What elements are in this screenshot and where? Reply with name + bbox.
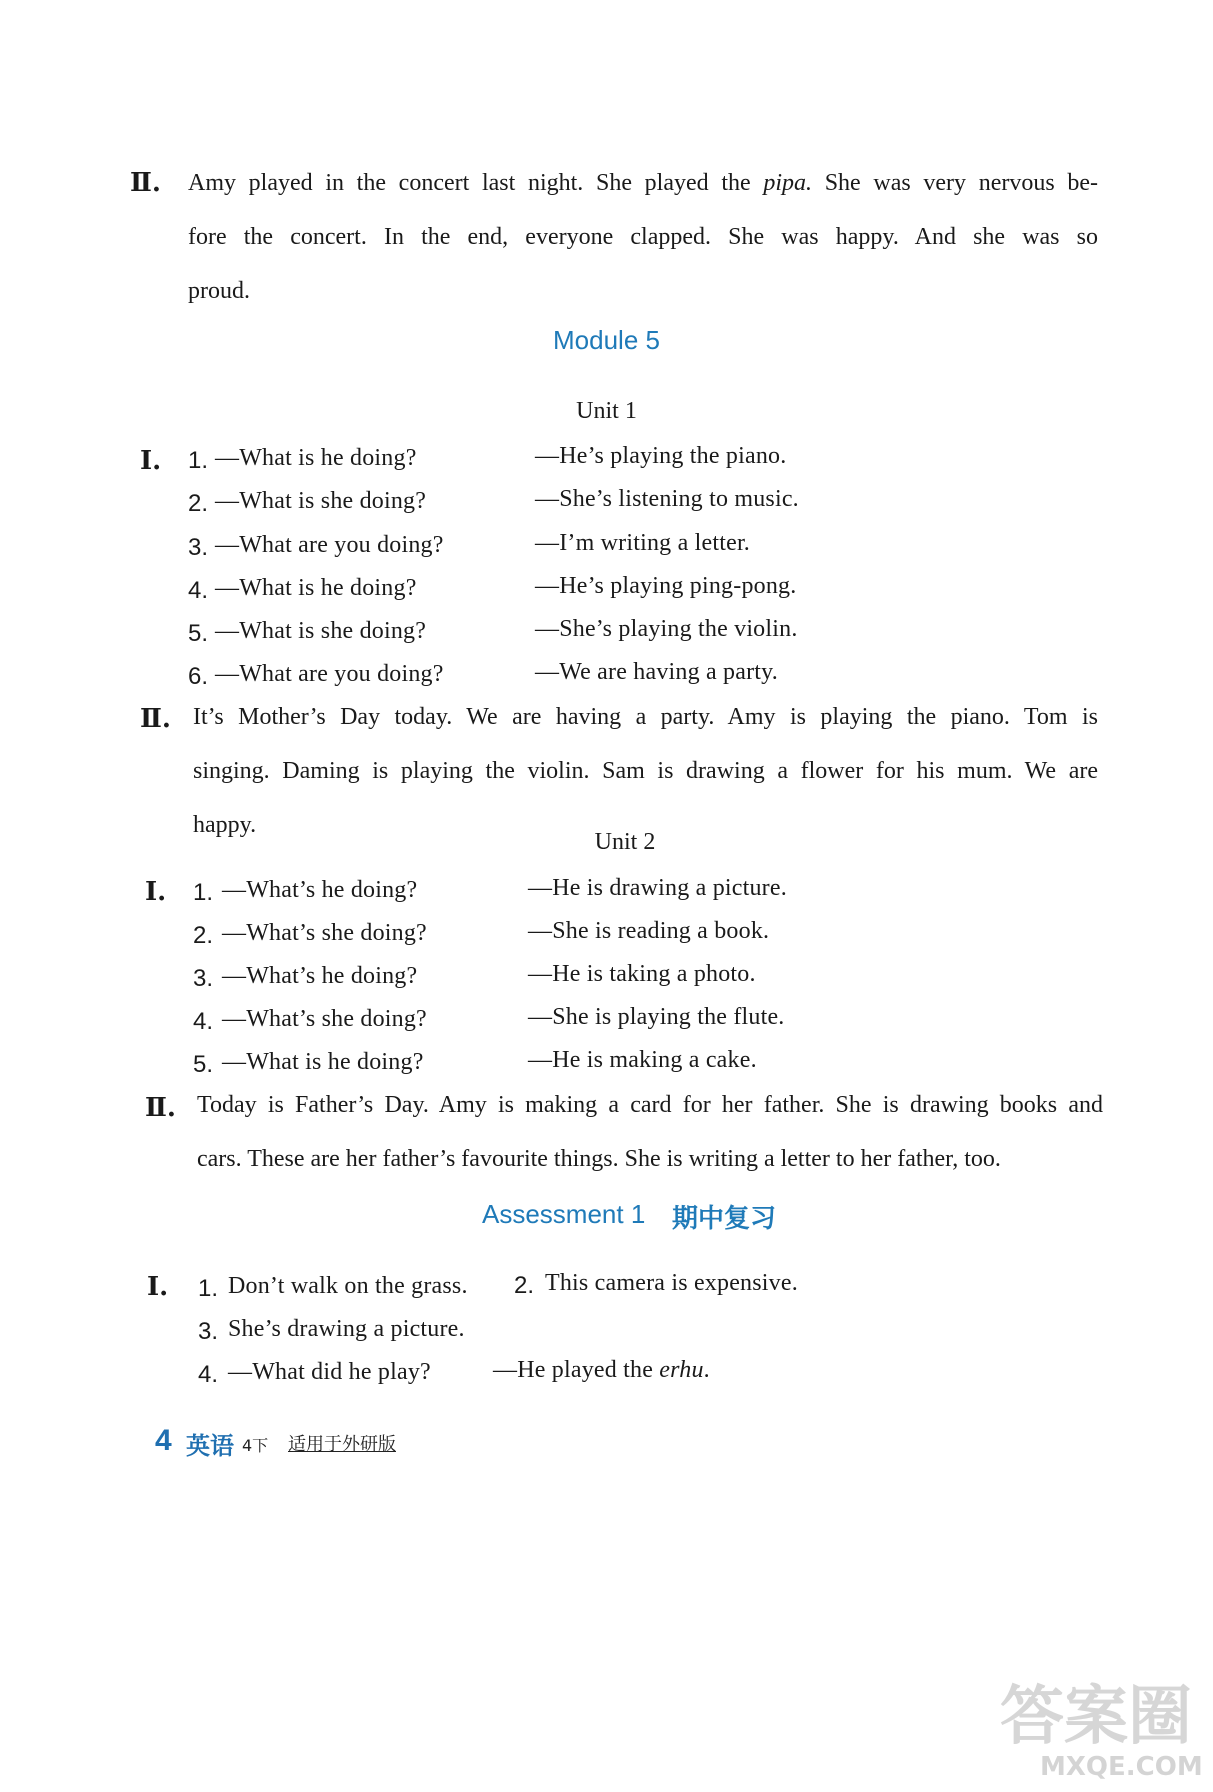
paragraph-line: proud. [188, 278, 250, 304]
item-number: 3. [188, 534, 209, 561]
answer-text: —He is taking a photo. [528, 961, 756, 987]
question-text: —What are you doing? [215, 661, 444, 687]
watermark-logo: 答案圈 [1000, 1680, 1192, 1754]
paragraph-concert [188, 156, 1098, 318]
section-roman-i: Ⅰ. [145, 877, 167, 907]
item-number: 3. [198, 1318, 219, 1345]
answer-text: —I’m writing a letter. [535, 530, 751, 556]
answer-text: —He’s playing the piano. [535, 443, 787, 469]
item-number: 2. [188, 490, 209, 517]
footer-edition: 适用于外研版 [288, 1434, 396, 1455]
item-number: 4. [198, 1361, 219, 1388]
answer-text: —He is making a cake. [528, 1047, 757, 1073]
paragraph-line: happy. [193, 812, 257, 838]
module-title: Module 5 [553, 325, 660, 355]
question-text: —What is he doing? [215, 445, 417, 471]
question-text: —What’s she doing? [222, 920, 427, 946]
answer-text: She’s drawing a picture. [228, 1316, 465, 1342]
answer-text: —He’s playing ping-pong. [535, 573, 797, 599]
paragraph-line: singing. Daming is playing the violin. Sam is drawing a flower for his mum. We are [193, 758, 1098, 784]
footer-grade: 4下 [242, 1436, 269, 1455]
item-number: 3. [193, 965, 214, 992]
assessment-title-cn: 期中复习 [672, 1204, 777, 1234]
item-number: 1. [188, 447, 209, 474]
answer-text: —She is reading a book. [528, 918, 770, 944]
watermark-url: MXQE.COM [1040, 1752, 1203, 1782]
item-number: 2. [193, 922, 214, 949]
answer-text: —He played the erhu. [493, 1357, 710, 1383]
item-number: 1. [198, 1275, 219, 1302]
section-roman-i: Ⅰ. [140, 446, 162, 476]
paragraph-mothers-day [193, 690, 1098, 852]
answer-text: —She’s listening to music. [535, 486, 799, 512]
paragraph-line: It’s Mother’s Day today. We are having a party. Amy is playing the piano. Tom is [193, 704, 1098, 730]
paragraph-line: cars. These are her father’s favourite things. She is writing a letter to her father, too. [197, 1146, 1001, 1172]
question-text: —What is he doing? [222, 1049, 424, 1075]
question-text: —What’s she doing? [222, 1006, 427, 1032]
section-roman-ii: Ⅱ. [145, 1093, 176, 1123]
answer-text: —She is playing the flute. [528, 1004, 785, 1030]
question-text: —What are you doing? [215, 532, 444, 558]
item-number: 2. [514, 1272, 535, 1299]
unit-title: Unit 1 [576, 398, 637, 424]
paragraph-line: fore the concert. In the end, everyone clapped. She was happy. And she was so [188, 224, 1098, 250]
paragraph-line: Amy played in the concert last night. She played the pipa. She was very nervous be- [188, 170, 1098, 196]
answer-text: Don’t walk on the grass. [228, 1273, 468, 1299]
question-text: —What is she doing? [215, 488, 427, 514]
page-number: 4 [155, 1424, 172, 1457]
question-text: —What’s he doing? [222, 877, 418, 903]
section-roman-ii: Ⅱ. [140, 704, 171, 734]
answer-italic: erhu [659, 1357, 704, 1383]
answer-text: This camera is expensive. [545, 1270, 798, 1296]
answer-text: —She’s playing the violin. [535, 616, 798, 642]
assessment-title: Assessment 1 [482, 1199, 646, 1229]
unit-title: Unit 2 [594, 829, 656, 855]
item-number: 5. [188, 620, 209, 647]
item-number: 6. [188, 663, 209, 690]
footer-subject: 英语 [186, 1432, 234, 1460]
section-roman-ii: Ⅱ. [130, 168, 161, 198]
paragraph-line: Today is Father’s Day. Amy is making a card for her father. She is drawing books and [197, 1092, 1103, 1118]
question-text: —What did he play? [228, 1359, 431, 1385]
question-text: —What’s he doing? [222, 963, 418, 989]
item-number: 4. [193, 1008, 214, 1035]
question-text: —What is he doing? [215, 575, 417, 601]
section-roman-i: Ⅰ. [147, 1272, 169, 1302]
item-number: 1. [193, 879, 214, 906]
paragraph-fathers-day [197, 1078, 1103, 1186]
question-text: —What is she doing? [215, 618, 427, 644]
answer-text: —He is drawing a picture. [528, 875, 787, 901]
item-number: 4. [188, 577, 209, 604]
item-number: 5. [193, 1051, 214, 1078]
answer-text: —We are having a party. [535, 659, 779, 685]
